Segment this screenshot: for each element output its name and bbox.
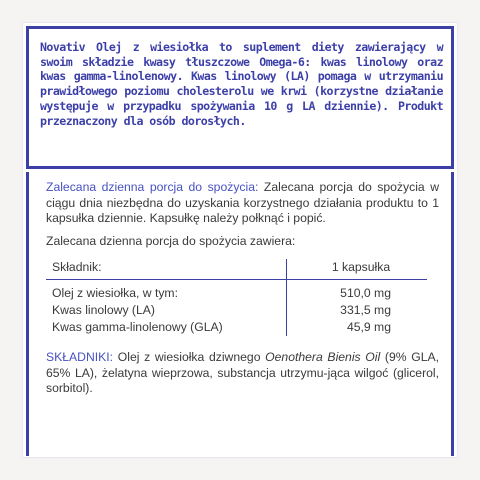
- header-capsule: 1 kapsułka: [287, 259, 428, 280]
- portion-intro: Zalecana dzienna porcja do spożycia zawiera:: [46, 233, 296, 248]
- row-name: Kwas gamma-linolenowy (GLA): [46, 319, 287, 336]
- ingredients-paragraph: [46, 350, 439, 397]
- details-box: [26, 172, 454, 456]
- description-box: [26, 26, 454, 169]
- row-value: 510,0 mg: [340, 285, 391, 300]
- table-row: [46, 280, 427, 303]
- row-name: Olej z wiesiołka, w tym:: [46, 280, 287, 303]
- table-row: [46, 302, 427, 319]
- nutrition-table: [46, 259, 427, 336]
- dosage-paragraph: [46, 180, 439, 227]
- table-header-row: [46, 259, 427, 280]
- header-ingredient: Składnik:: [46, 259, 287, 280]
- ingredients-label: SKŁADNIKI:: [46, 350, 114, 364]
- product-description: Novativ Olej z wiesiołka to suplement diety zawierający w swoim składzie kwasy tłuszczowe Omega-6: kwas linolowy oraz kwas gamma-linolenowy. Kwas linolowy (LA) pomaga w utrzymaniu prawidłowego poziomu cholesterolu we krwi (korzystne działanie występuje w przypadku spożywania 10 g LA dziennie). Produkt przeznaczony dla osób dorosłych.: [40, 40, 443, 128]
- row-value: 331,5 mg: [340, 302, 391, 317]
- row-value: 45,9 mg: [346, 319, 391, 334]
- dosage-text: Zalecana porcja do spożycia w ciągu dnia niezbędna do uzyskania korzystnego działania produktu to 1 kapsułka dziennie. Kapsułkę należy połknąć i popić.: [46, 180, 439, 225]
- ingredients-text-after: (9% GLA, 65% LA), żelatyna wieprzowa, substancja utrzymu-jąca wilgoć (glicerol, sorbitol).: [46, 350, 440, 395]
- row-name: Kwas linolowy (LA): [46, 302, 287, 319]
- ingredients-text-before: Olej z wiesiołka dziwnego: [117, 350, 261, 364]
- table-row: [46, 319, 427, 336]
- ingredients-latin-name: Oenothera Bienis Oil: [265, 350, 381, 364]
- dosage-label: Zalecana dzienna porcja do spożycia:: [46, 180, 259, 194]
